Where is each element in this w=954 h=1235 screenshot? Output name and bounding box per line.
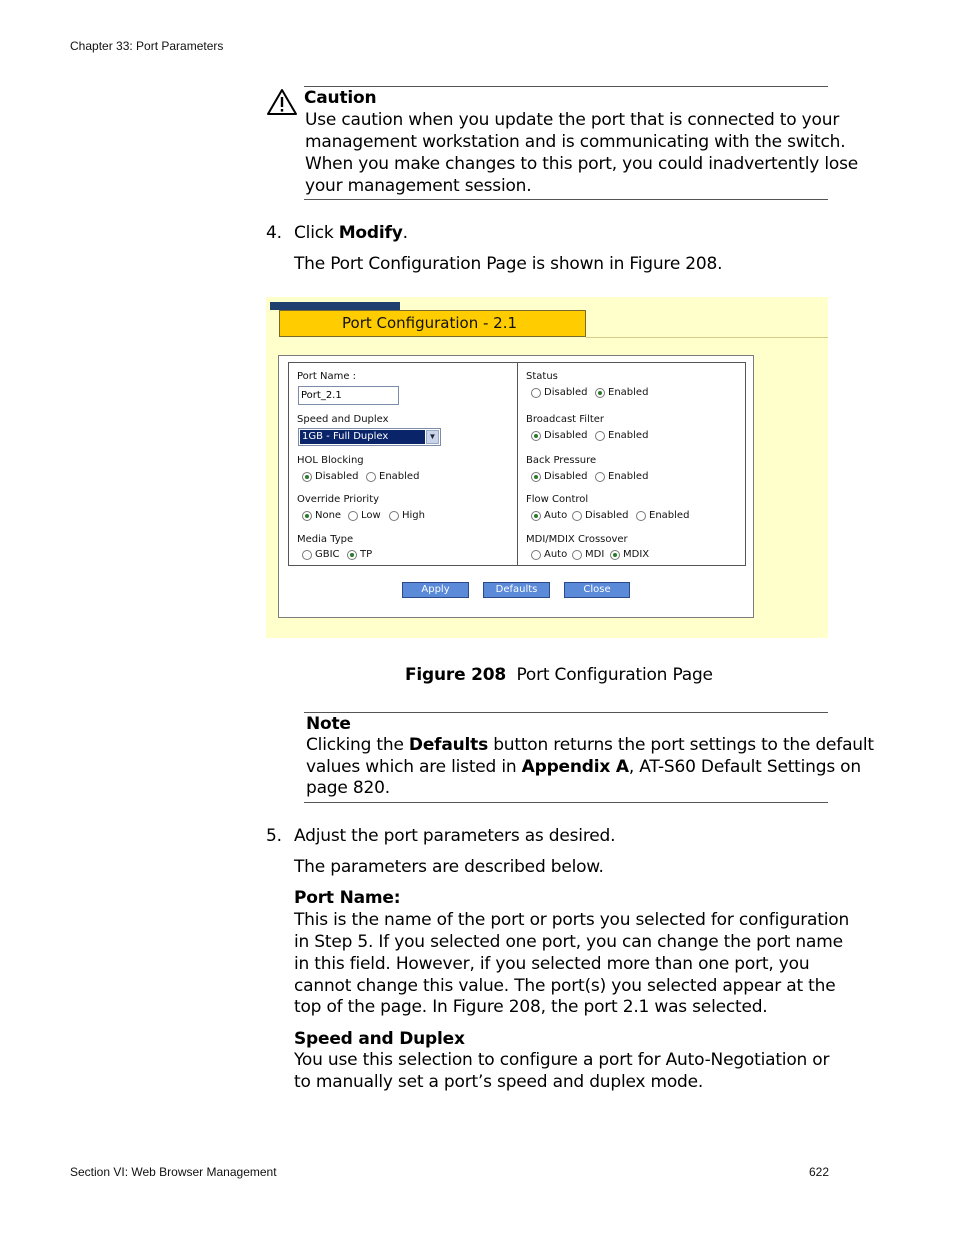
column-divider: [517, 363, 518, 565]
status-label: Status: [526, 371, 558, 382]
port-name-heading: Port Name:: [294, 888, 401, 908]
flow-auto-label: Auto: [544, 510, 568, 521]
caution-line-2: management workstation and is communicating with the switch.: [305, 132, 846, 152]
media-tp-radio[interactable]: [347, 550, 357, 560]
page-number: 622: [809, 1165, 830, 1179]
broadcast-filter-label: Broadcast Filter: [526, 414, 605, 425]
caution-top-rule: [304, 86, 828, 87]
speed-duplex-select[interactable]: [298, 428, 441, 446]
caution-line-1: Use caution when you update the port that is connected to your: [305, 110, 840, 130]
hol-disabled-label: Disabled: [315, 471, 359, 482]
media-tp-label: TP: [360, 549, 373, 560]
port-config-figure: [266, 297, 828, 638]
mdi-crossover-label: MDI/MDIX Crossover: [526, 534, 628, 545]
figure-tab-accent: [270, 302, 400, 310]
backpressure-enabled-label: Enabled: [608, 471, 649, 482]
hol-disabled-radio[interactable]: [302, 472, 312, 482]
mdi-mdix-radio[interactable]: [610, 550, 620, 560]
note-title: Note: [306, 714, 351, 734]
warning-icon: [266, 88, 298, 116]
step4-text: Click Modify.: [294, 223, 408, 243]
figure-tab-rule: [586, 337, 828, 338]
hol-enabled-radio[interactable]: [366, 472, 376, 482]
media-gbic-radio[interactable]: [302, 550, 312, 560]
port-name-line-5: top of the page. In Figure 208, the port 2.1 was selected.: [294, 997, 768, 1017]
port-config-panel: [278, 355, 754, 618]
override-low-label: Low: [361, 510, 381, 521]
port-name-line-4: cannot change this value. The port(s) you selected appear at the: [294, 976, 836, 996]
broadcast-disabled-radio[interactable]: [531, 431, 541, 441]
note-line-3: page 820.: [306, 778, 390, 798]
settings-frame: [288, 362, 746, 566]
caution-line-3: When you make changes to this port, you could inadvertently lose: [305, 154, 858, 174]
chapter-header: Chapter 33: Port Parameters: [70, 39, 224, 53]
step4-number: 4.: [266, 223, 282, 243]
port-name-input[interactable]: Port_2.1: [298, 386, 399, 405]
mdi-mdi-label: MDI: [585, 549, 605, 560]
speed-duplex-line-1: You use this selection to configure a port for Auto-Negotiation or: [294, 1050, 830, 1070]
defaults-button[interactable]: Defaults: [483, 582, 550, 598]
note-top-rule: [304, 712, 828, 713]
flow-disabled-radio[interactable]: [572, 511, 582, 521]
speed-duplex-label: Speed and Duplex: [297, 414, 389, 425]
mdi-mdix-label: MDIX: [623, 549, 650, 560]
override-high-label: High: [402, 510, 425, 521]
back-pressure-label: Back Pressure: [526, 455, 597, 466]
status-disabled-label: Disabled: [544, 387, 588, 398]
note-bottom-rule: [304, 802, 828, 803]
mdi-auto-label: Auto: [544, 549, 568, 560]
port-name-line-3: in this field. However, if you selected more than one port, you: [294, 954, 810, 974]
flow-control-label: Flow Control: [526, 494, 589, 505]
caution-bottom-rule: [304, 199, 828, 200]
speed-duplex-heading: Speed and Duplex: [294, 1029, 465, 1049]
figure-caption: Figure 208 Port Configuration Page: [405, 665, 713, 685]
backpressure-disabled-radio[interactable]: [531, 472, 541, 482]
flow-disabled-label: Disabled: [585, 510, 629, 521]
media-gbic-label: GBIC: [315, 549, 340, 560]
speed-duplex-line-2: to manually set a port’s speed and duplex mode.: [294, 1072, 704, 1092]
port-name-label: Port Name :: [297, 371, 357, 382]
backpressure-disabled-label: Disabled: [544, 471, 588, 482]
broadcast-disabled-label: Disabled: [544, 430, 588, 441]
status-disabled-radio[interactable]: [531, 388, 541, 398]
chevron-down-icon[interactable]: ▼: [426, 430, 439, 444]
close-button[interactable]: Close: [564, 582, 630, 598]
note-line-1: Clicking the Defaults button returns the port settings to the default: [306, 735, 874, 755]
port-name-line-2: in Step 5. If you selected one port, you can change the port name: [294, 932, 843, 952]
status-enabled-label: Enabled: [608, 387, 649, 398]
caution-line-4: your management session.: [305, 176, 532, 196]
step5-followup: The parameters are described below.: [294, 857, 604, 877]
broadcast-enabled-label: Enabled: [608, 430, 649, 441]
step4-followup: The Port Configuration Page is shown in Figure 208.: [294, 254, 723, 274]
override-none-radio[interactable]: [302, 511, 312, 521]
apply-button[interactable]: Apply: [402, 582, 469, 598]
section-footer: Section VI: Web Browser Management: [70, 1165, 277, 1179]
media-type-label: Media Type: [297, 534, 354, 545]
flow-auto-radio[interactable]: [531, 511, 541, 521]
flow-enabled-radio[interactable]: [636, 511, 646, 521]
step5-text: Adjust the port parameters as desired.: [294, 826, 616, 846]
caution-title: Caution: [304, 88, 377, 108]
speed-duplex-value: 1GB - Full Duplex: [300, 430, 425, 444]
hol-blocking-label: HOL Blocking: [297, 455, 364, 466]
override-priority-label: Override Priority: [297, 494, 380, 505]
note-line-2: values which are listed in Appendix A, AT-S60 Default Settings on: [306, 757, 861, 777]
flow-enabled-label: Enabled: [649, 510, 690, 521]
hol-enabled-label: Enabled: [379, 471, 420, 482]
mdi-auto-radio[interactable]: [531, 550, 541, 560]
broadcast-enabled-radio[interactable]: [595, 431, 605, 441]
override-none-label: None: [315, 510, 342, 521]
figure-tab-title: Port Configuration - 2.1: [279, 310, 586, 337]
backpressure-enabled-radio[interactable]: [595, 472, 605, 482]
status-enabled-radio[interactable]: [595, 388, 605, 398]
override-high-radio[interactable]: [389, 511, 399, 521]
port-name-line-1: This is the name of the port or ports you selected for configuration: [294, 910, 850, 930]
override-low-radio[interactable]: [348, 511, 358, 521]
mdi-mdi-radio[interactable]: [572, 550, 582, 560]
step5-number: 5.: [266, 826, 282, 846]
